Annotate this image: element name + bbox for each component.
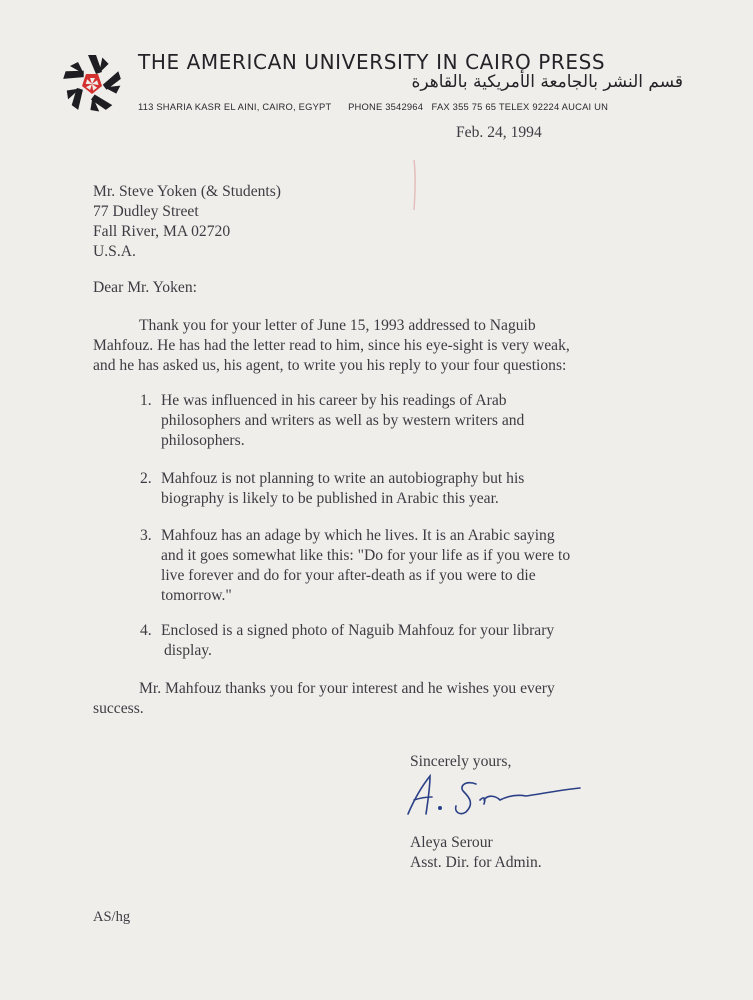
answer-line: He was influenced in his career by his readings of Arab bbox=[161, 392, 507, 409]
answer-line: philosophers and writers as well as by western writers and bbox=[161, 412, 525, 429]
recipient-line: Fall River, MA 02720 bbox=[93, 223, 231, 240]
answer-line: live forever and do for your after-death as if you were to die bbox=[161, 567, 536, 584]
answer-line: biography is likely to be published in Arabic this year. bbox=[161, 490, 499, 507]
answer-number: 3. bbox=[140, 527, 152, 544]
signer-title: Asst. Dir. for Admin. bbox=[410, 854, 542, 871]
letterhead-arabic-title: قسم النشر بالجامعة الأمريكية بالقاهرة bbox=[411, 72, 683, 92]
closing: Sincerely yours, bbox=[410, 753, 512, 770]
answer-number: 4. bbox=[140, 622, 152, 639]
thanks-paragraph bbox=[93, 679, 555, 719]
signer-block bbox=[410, 833, 542, 873]
answer-number: 2. bbox=[140, 470, 152, 487]
intro-paragraph bbox=[93, 316, 570, 376]
recipient-line: Mr. Steve Yoken (& Students) bbox=[93, 183, 281, 200]
answer-line: Mahfouz is not planning to write an autobiography but his bbox=[161, 470, 525, 487]
intro-line: Mahfouz. He has had the letter read to him, since his eye-sight is very weak, bbox=[93, 337, 570, 354]
intro-line: and he has asked us, his agent, to write you his reply to your four questions: bbox=[93, 357, 567, 374]
letterhead-contact-line bbox=[138, 101, 608, 112]
answer-number: 1. bbox=[140, 392, 152, 409]
thanks-line: success. bbox=[93, 700, 144, 717]
salutation: Dear Mr. Yoken: bbox=[93, 279, 197, 296]
answer-line: tomorrow." bbox=[161, 587, 232, 604]
answer-line: display. bbox=[164, 642, 212, 659]
letter-date: Feb. 24, 1994 bbox=[456, 124, 542, 141]
signer-name: Aleya Serour bbox=[410, 834, 493, 851]
aucp-logo-icon bbox=[60, 52, 124, 116]
answer-line: Mahfouz has an adage by which he lives. It is an Arabic saying bbox=[161, 527, 555, 544]
letterhead-title: THE AMERICAN UNIVERSITY IN CAIRO PRESS bbox=[138, 50, 606, 74]
recipient-address bbox=[93, 182, 281, 262]
intro-line: Thank you for your letter of June 15, 1993 addressed to Naguib bbox=[139, 317, 536, 334]
recipient-line: 77 Dudley Street bbox=[93, 203, 199, 220]
answer-line: philosophers. bbox=[161, 432, 245, 449]
letterhead-fax: FAX 355 75 65 bbox=[431, 101, 497, 112]
thanks-line: Mr. Mahfouz thanks you for your interest and he wishes you every bbox=[139, 680, 555, 697]
typist-initials: AS/hg bbox=[93, 909, 131, 925]
letterhead-address: 113 SHARIA KASR EL AINI, CAIRO, EGYPT bbox=[138, 101, 332, 112]
letterhead-phone: PHONE 3542964 bbox=[348, 101, 424, 112]
answer-line: and it goes somewhat like this: "Do for your life as if you were to bbox=[161, 547, 571, 564]
faint-pen-mark bbox=[400, 155, 430, 215]
letterhead-telex: TELEX 92224 AUCAI UN bbox=[498, 101, 609, 112]
handwritten-signature bbox=[400, 770, 595, 825]
recipient-line: U.S.A. bbox=[93, 243, 136, 260]
answer-line: Enclosed is a signed photo of Naguib Mahfouz for your library bbox=[161, 622, 555, 639]
